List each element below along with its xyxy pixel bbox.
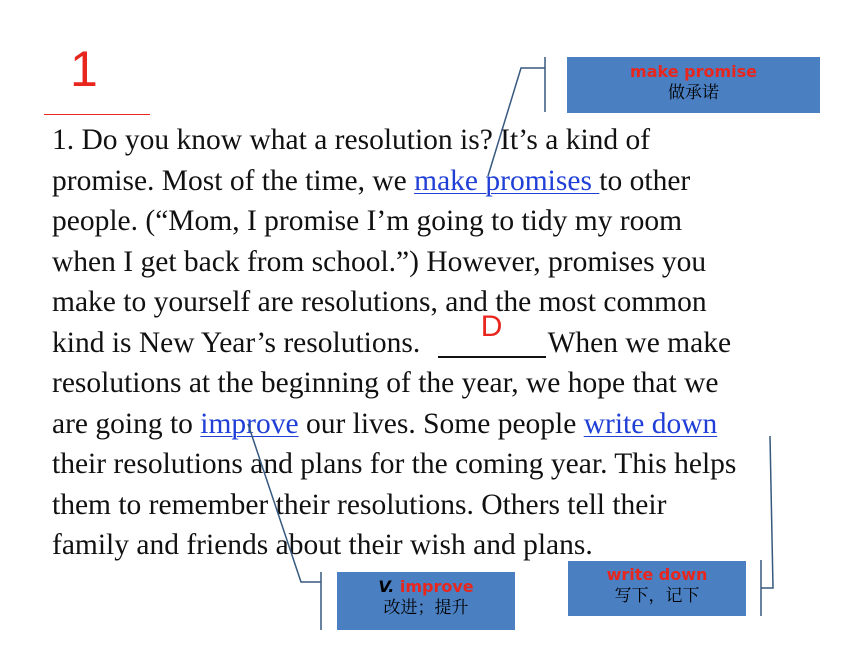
- part-of-speech: V.: [378, 577, 395, 596]
- note-chinese: 做承诺: [668, 83, 719, 103]
- passage-text: are going to: [52, 407, 201, 440]
- note-english: make promise: [630, 62, 757, 81]
- passage-line: family and friends about their wish and plans.: [52, 529, 593, 561]
- passage-text: When we make: [547, 326, 732, 359]
- passage-line: resolutions at the beginning of the year, we hope that we: [52, 367, 719, 399]
- make-promises-link[interactable]: make promises: [414, 164, 600, 197]
- write-down-callout: [761, 436, 773, 588]
- note-term: improve: [399, 577, 474, 596]
- passage-line: make to yourself are resolutions, and the most common: [52, 286, 707, 318]
- note-chinese: 写下，记下: [614, 586, 700, 606]
- make-promise-callout: [488, 68, 545, 176]
- passage-line: them to remember their resolutions. Others tell their: [52, 488, 667, 521]
- passage-text: promise. Most of the time, we: [52, 164, 415, 197]
- passage-text: kind is New Year’s resolutions.: [52, 326, 428, 359]
- slide-number: 1: [70, 41, 98, 97]
- write-down-link[interactable]: write down: [583, 407, 718, 440]
- passage-line: people. (“Mom, I promise I’m going to tidy my room: [52, 205, 683, 237]
- blank-answer: D: [480, 309, 503, 343]
- passage-line: their resolutions and plans for the coming year. This helps: [52, 448, 737, 480]
- note-chinese: 改进；提升: [383, 598, 469, 618]
- passage-text: to other: [599, 164, 691, 197]
- improve-link[interactable]: improve: [200, 407, 299, 440]
- note-english: write down: [606, 565, 708, 584]
- passage-text: our lives. Some people: [298, 407, 584, 440]
- passage-line: when I get back from school.”) However, promises you: [52, 245, 707, 278]
- passage-line: 1. Do you know what a resolution is? It’s a kind of: [52, 124, 651, 156]
- improve-callout: [248, 424, 321, 582]
